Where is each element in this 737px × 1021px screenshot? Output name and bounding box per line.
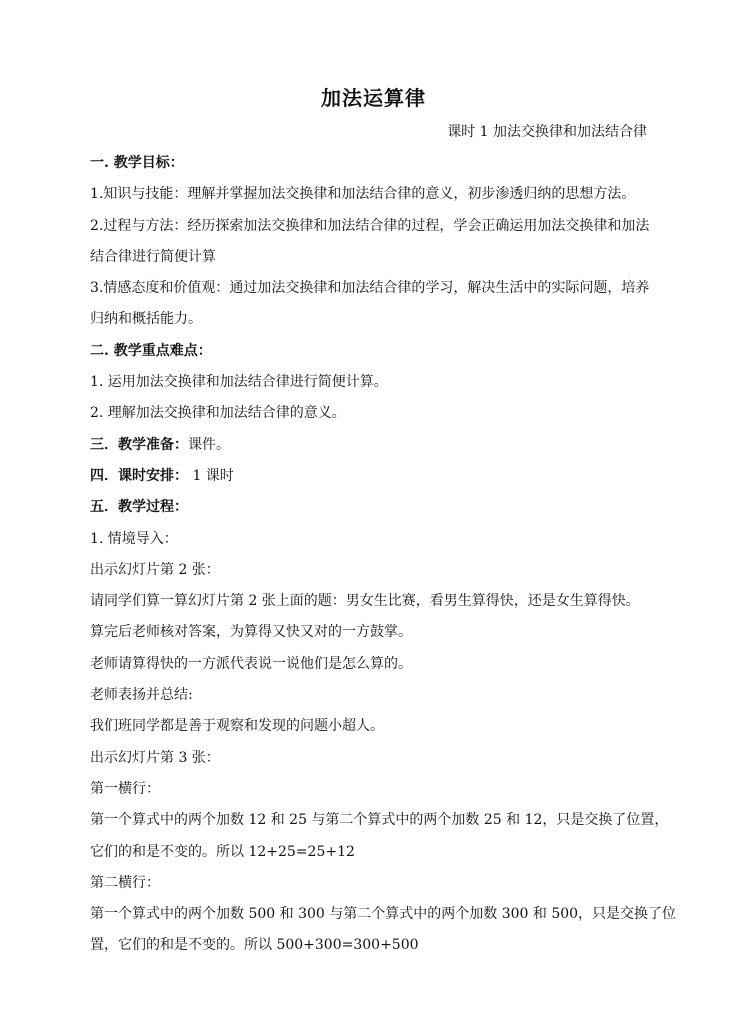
paragraph-line: 1.知识与技能：理解并掌握加法交换律和加法结合律的意义，初步渗透归纳的思想方法。 — [90, 186, 636, 203]
paragraph-line: 老师表扬并总结: — [90, 687, 193, 704]
paragraph-line: 2. 理解加法交换律和加法结合律的意义。 — [90, 405, 346, 422]
paragraph-line: 置，它们的和是不变的。所以 500+300=300+500 — [90, 937, 419, 954]
paragraph-line: 1. 运用加法交换律和加法结合律进行简便计算。 — [90, 374, 388, 391]
preparation-value: 课件。 — [188, 436, 230, 453]
document-title: 加法运算律 — [321, 86, 426, 110]
schedule-value: 1 课时 — [188, 467, 234, 484]
paragraph-line: 3.情感态度和价值观：通过加法交换律和加法结合律的学习，解决生活中的实际问题，培养 — [90, 280, 650, 297]
paragraph-line: 第一个算式中的两个加数 500 和 300 与第二个算式中的两个加数 300 和 500，只是交换了位 — [90, 906, 677, 923]
section-heading-schedule: 四．课时安排： — [90, 467, 188, 484]
section-heading-objectives: 一. 教学目标： — [90, 155, 184, 171]
paragraph-line: 第一个算式中的两个加数 12 和 25 与第二个算式中的两个加数 25 和 12，只是交换了位置， — [90, 812, 669, 829]
section-heading-process: 五．教学过程： — [90, 499, 188, 516]
section-preparation — [90, 435, 657, 455]
paragraph-line: 1. 情境导入： — [90, 530, 178, 547]
document-subtitle: 课时 1 加法交换律和加法结合律 — [447, 124, 647, 140]
paragraph-line: 出示幻灯片第 2 张： — [90, 561, 220, 578]
paragraph-line: 我们班同学都是善于观察和发现的问题小超人。 — [90, 718, 384, 735]
paragraph-line: 2.过程与方法：经历探索加法交换律和加法结合律的过程，学会正确运用加法交换律和加法 — [90, 217, 650, 234]
paragraph-line: 第二横行： — [90, 874, 160, 891]
paragraph-line: 老师请算得快的一方派代表说一说他们是怎么算的。 — [90, 655, 412, 672]
paragraph-line: 第一横行： — [90, 780, 160, 797]
section-heading-preparation: 三．教学准备： — [90, 436, 188, 453]
section-heading-key-points: 二. 教学重点难点： — [90, 342, 212, 359]
paragraph-line: 请同学们算一算幻灯片第 2 张上面的题：男女生比赛，看男生算得快，还是女生算得快。 — [90, 593, 640, 610]
paragraph-line: 结合律进行简便计算 — [90, 248, 216, 265]
section-schedule — [90, 466, 657, 486]
paragraph-line: 它们的和是不变的。所以 12+25=25+12 — [90, 843, 355, 860]
paragraph-line: 出示幻灯片第 3 张： — [90, 749, 220, 766]
paragraph-line: 归纳和概括能力。 — [90, 311, 202, 328]
paragraph-line: 算完后老师核对答案，为算得又快又对的一方鼓掌。 — [90, 624, 412, 641]
